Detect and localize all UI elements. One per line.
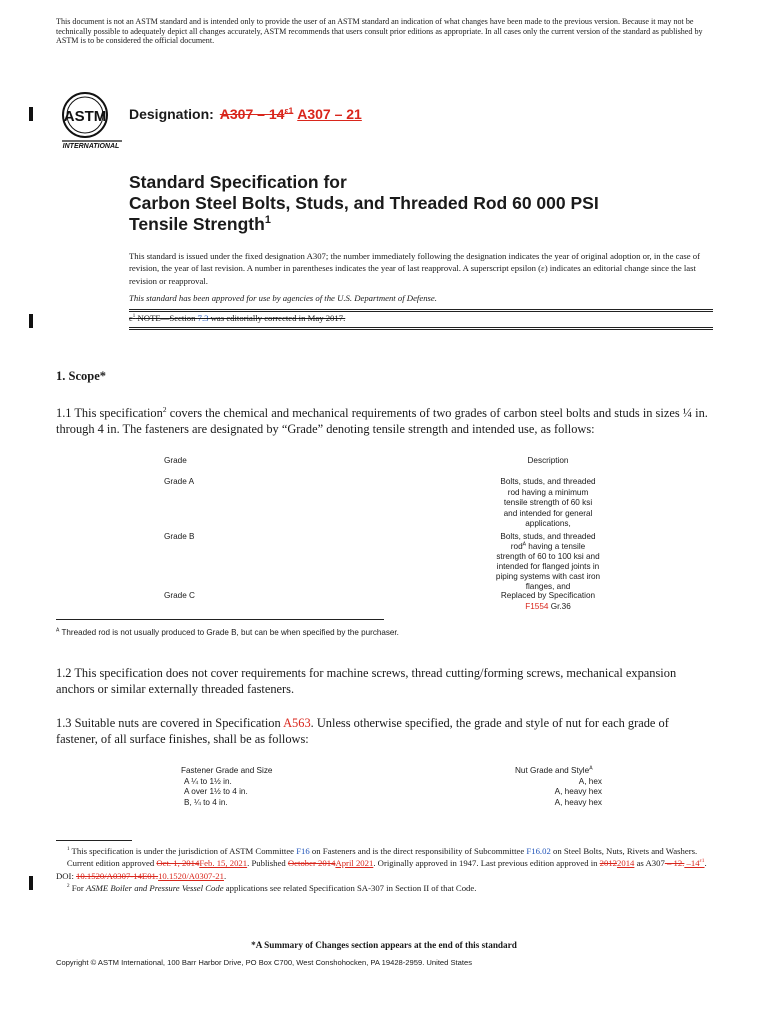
divider [129,327,713,328]
change-bar [29,107,33,121]
designation-new: A307 – 21 [297,106,362,122]
title-line: Tensile Strength$^1$ [129,214,271,234]
divider [129,309,713,310]
footnote-2: $^2$ For ASME Boiler and Pressure Vessel Code applications see related Specification SA-307 in Section II of that Code. [66,882,477,893]
nut-table-row-left: A ¼ to 1½ in. [184,777,232,786]
nut-table-header-right: Nut Grade and Style$^A$ [515,765,593,775]
divider [129,311,713,312]
designation [129,106,362,122]
table-header-grade: Grade [164,456,187,465]
table-header-description: Description [527,456,569,465]
paragraph-1-1: 1.1 This specification$^2$ covers the chemical and mechanical requirements of two grades of carbon steel bolts and studs in sizes ¼ in. through 4 in. The fasteners are designated by “Grade” denoting tensile strength and intended use, as follows: [56,404,708,436]
f1554-link[interactable]: F1554 [525,601,549,611]
grade-b-label: Grade B [164,532,195,541]
section-heading-scope: 1. Scope* [56,369,106,383]
nut-table-row-right: A, heavy hex [554,787,602,796]
change-bar [29,314,33,328]
table-rule [56,619,384,620]
edition-note: Current edition approved Oct. 1, 2014Feb. 15, 2021. Published October 2014April 2021. Originally approved in 1947. Last previous edition approved in 20122014 as A307 – 12. $-14^{\varepsilon 1}$. DOI: 10.1520/A0307-14E01.10.1520/A0307-21. [56,858,707,881]
logo-subtext: INTERNATIONAL [62,143,120,150]
designation-label: Designation: [129,106,214,122]
section-7-3-link[interactable]: 7.3 [197,313,209,323]
grade-c-description: Replaced by Specification F1554 Gr.36 [500,591,596,611]
nut-table-row-right: A, heavy hex [554,798,602,807]
paragraph-1-3: 1.3 Suitable nuts are covered in Specification A563. Unless otherwise specified, the grade and style of nut for each grade of fastener, of all surface finishes, shall be as follows: [56,716,669,746]
footnote-rule [56,840,132,841]
change-bar [29,876,33,890]
title-line: Carbon Steel Bolts, Studs, and Threaded Rod 60 000 PSI [129,193,599,213]
f16-02-link[interactable]: F16.02 [526,846,551,856]
paragraph-1-2: 1.2 This specification does not cover requirements for machine screws, thread cutting/forming screws, mechanical expansion anchors or similar externally threaded fasteners. [56,666,677,696]
grade-c-label: Grade C [164,591,195,600]
footnotes [56,845,712,894]
footnote-1: $^1$ This specification is under the jurisdiction of ASTM Committee F16 on Fasteners and is the direct responsibility of Subcommittee F16.02 on Steel Bolts, Nuts, Rivets and Washers. [66,846,698,856]
issued-note: This standard is issued under the fixed designation A307; the number immediately following the designation indicates the year of original adoption or, in the case of revision, the year of last revision. A number in parentheses indicates the year of last reapproval. A superscript epsilon (ε) indicates an editorial change since the last revision or reapproval. [129,251,700,286]
logo-letters: ASTM [63,108,107,125]
designation-old: $A307 - 14^{\varepsilon 1}$ [219,105,294,122]
nut-table-header-left: Fastener Grade and Size [181,766,273,775]
nut-table-row-right: A, hex [578,777,602,786]
page-title [129,172,689,235]
table-footnote: $^A$ Threaded rod is not usually produced to Grade B, but can be when specified by the purchaser. [56,627,399,637]
nut-table-row-left: B, ¼ to 4 in. [184,798,228,807]
nut-table-row-left: A over 1½ to 4 in. [184,787,248,796]
divider [129,329,713,330]
grade-a-label: Grade A [164,477,195,486]
f16-link[interactable]: F16 [296,846,310,856]
copyright-text: Copyright © ASTM International, 100 Barr Harbor Drive, PO Box C700, West Conshohocken, PA 19428-2959. United States [56,958,473,967]
a563-link[interactable]: A563 [283,716,311,730]
summary-of-changes-note: *A Summary of Changes section appears at the end of this standard [251,940,517,950]
grade-b-description: Bolts, studs, and threaded rod$^A$ having a tensile strength of 60 to 100 ksi and intended for flanged joints in piping systems with cast iron flanges, and [495,532,601,591]
grade-a-description: Bolts, studs, and threaded rod having a minimum tensile strength of 60 ksi and intended for general applications, [500,477,596,528]
dod-approval-note: This standard has been approved for use by agencies of the U.S. Department of Defense. [129,293,437,303]
disclaimer-text: This document is not an ASTM standard and is intended only to provide the user of an ASTM standard an indication of what changes have been made to the previous version. Because it may not be technically possible to adequately depict all changes accurately, ASTM recommends that users consult prior editions as appropriate. In all cases only the current version of the standard as published by ASTM is to be considered the official document. [56,17,703,46]
astm-logo [60,90,124,152]
title-line: Standard Specification for [129,172,347,192]
epsilon-note: $\varepsilon^1$ NOTE—Section 7.3 was editorially corrected in May 2017. [129,313,346,323]
